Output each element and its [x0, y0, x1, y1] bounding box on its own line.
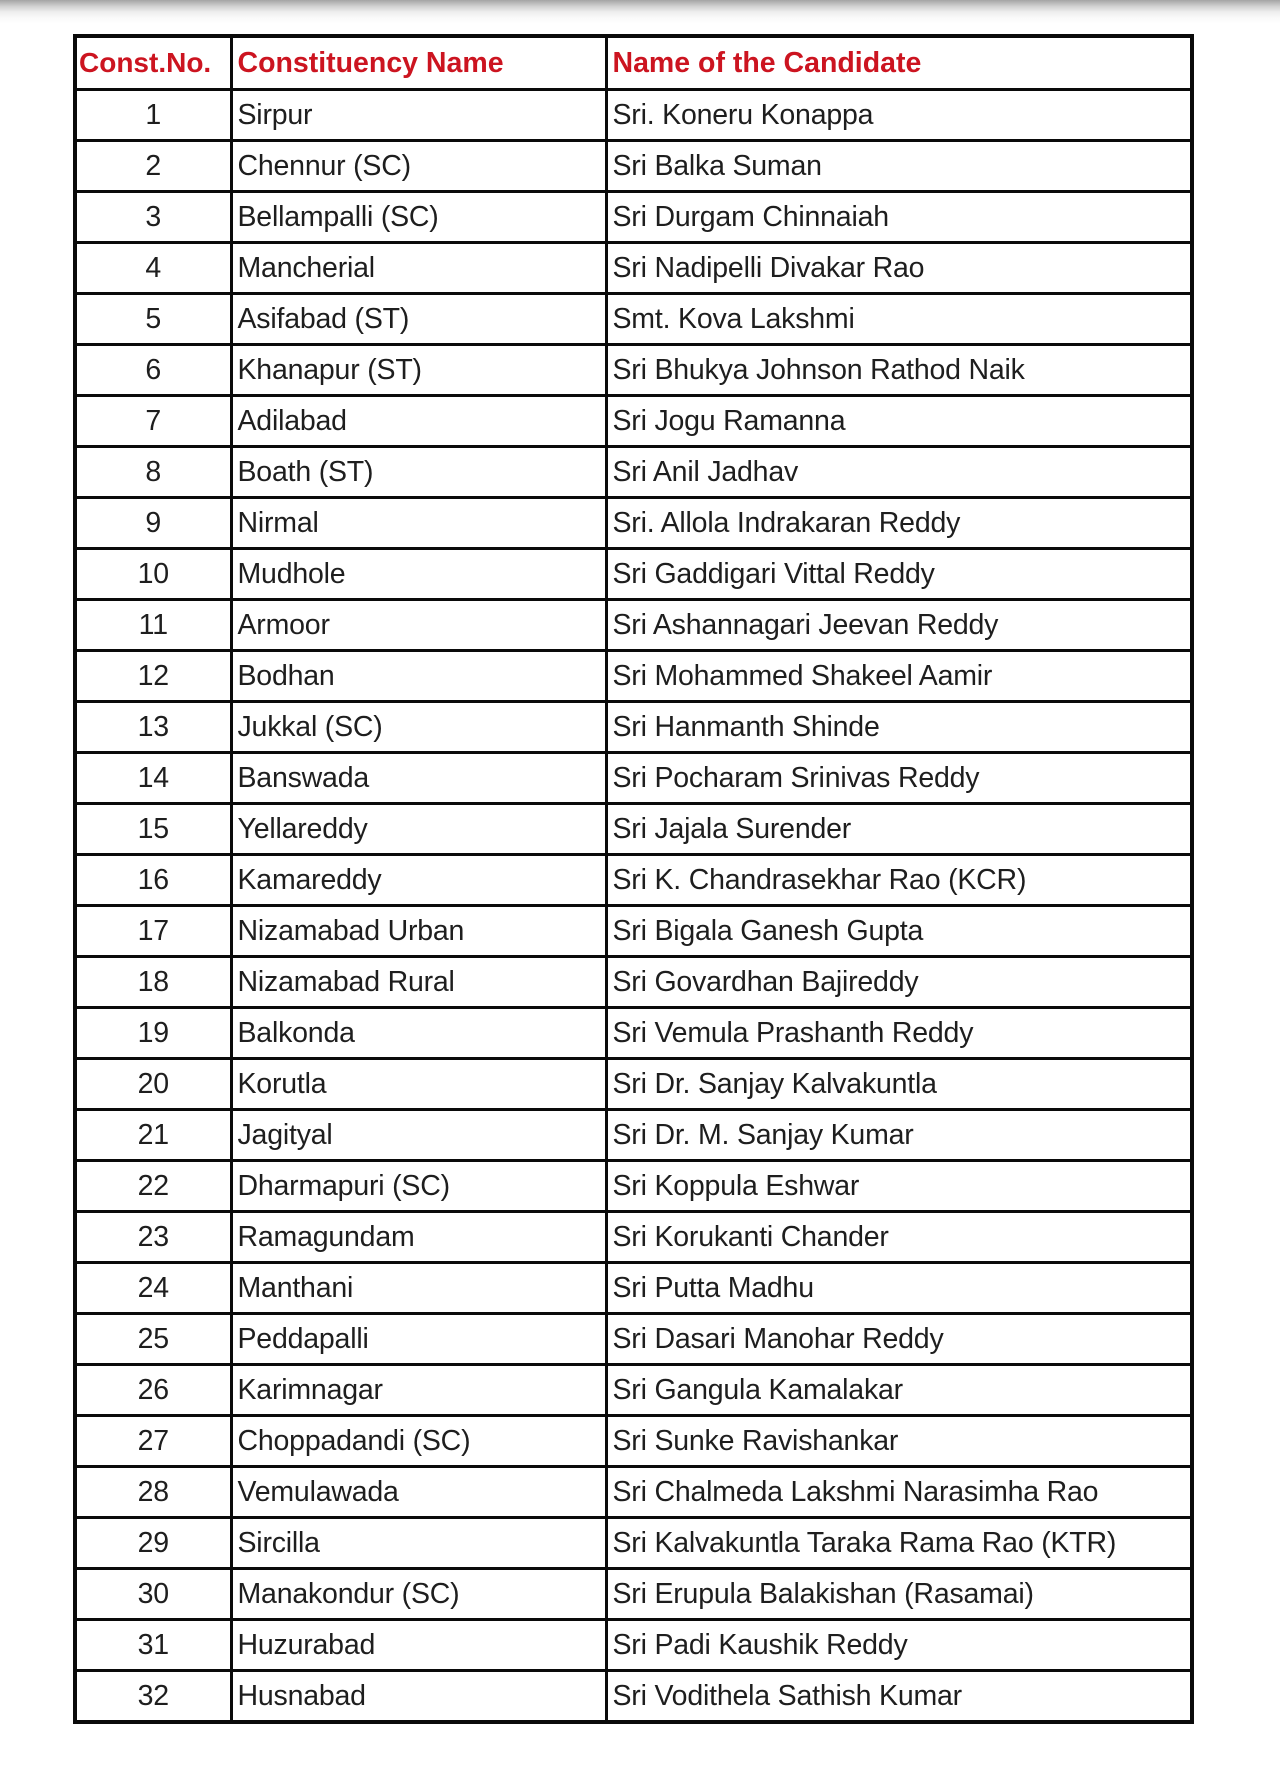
table-row: [75, 1263, 1192, 1314]
const-no-cell: 4: [75, 243, 231, 294]
table-row: [75, 1569, 1192, 1620]
candidate-cell: Sri Bigala Ganesh Gupta: [606, 906, 1192, 957]
const-no-cell: 32: [75, 1671, 231, 1723]
table-row: [75, 651, 1192, 702]
const-no-cell: 18: [75, 957, 231, 1008]
candidate-cell: Smt. Kova Lakshmi: [606, 294, 1192, 345]
const-no-cell: 22: [75, 1161, 231, 1212]
header-candidate-name: Name of the Candidate: [606, 36, 1192, 90]
table-row: [75, 1467, 1192, 1518]
table-row: [75, 1008, 1192, 1059]
const-no-cell: 3: [75, 192, 231, 243]
constituency-cell: Peddapalli: [231, 1314, 606, 1365]
table-row: [75, 1671, 1192, 1723]
const-no-cell: 23: [75, 1212, 231, 1263]
const-no-cell: 7: [75, 396, 231, 447]
table-row: [75, 1212, 1192, 1263]
const-no-cell: 10: [75, 549, 231, 600]
table-header-row: [75, 36, 1192, 90]
table-row: [75, 294, 1192, 345]
const-no-cell: 9: [75, 498, 231, 549]
const-no-cell: 8: [75, 447, 231, 498]
constituency-cell: Chennur (SC): [231, 141, 606, 192]
constituency-cell: Choppadandi (SC): [231, 1416, 606, 1467]
const-no-cell: 28: [75, 1467, 231, 1518]
candidate-cell: Sri Vemula Prashanth Reddy: [606, 1008, 1192, 1059]
constituency-cell: Nirmal: [231, 498, 606, 549]
constituency-cell: Sircilla: [231, 1518, 606, 1569]
candidate-cell: Sri Kalvakuntla Taraka Rama Rao (KTR): [606, 1518, 1192, 1569]
candidate-cell: Sri Jogu Ramanna: [606, 396, 1192, 447]
table-row: [75, 141, 1192, 192]
candidate-cell: Sri Nadipelli Divakar Rao: [606, 243, 1192, 294]
constituency-cell: Korutla: [231, 1059, 606, 1110]
header-const-no: Const.No.: [75, 36, 231, 90]
constituency-cell: Mudhole: [231, 549, 606, 600]
candidate-cell: Sri. Koneru Konappa: [606, 90, 1192, 141]
candidate-cell: Sri Dr. M. Sanjay Kumar: [606, 1110, 1192, 1161]
constituency-cell: Dharmapuri (SC): [231, 1161, 606, 1212]
table-row: [75, 549, 1192, 600]
candidate-cell: Sri Chalmeda Lakshmi Narasimha Rao: [606, 1467, 1192, 1518]
const-no-cell: 17: [75, 906, 231, 957]
const-no-cell: 12: [75, 651, 231, 702]
candidate-cell: Sri. Allola Indrakaran Reddy: [606, 498, 1192, 549]
candidate-cell: Sri Gangula Kamalakar: [606, 1365, 1192, 1416]
constituency-cell: Jagityal: [231, 1110, 606, 1161]
constituency-cell: Manakondur (SC): [231, 1569, 606, 1620]
table-body: [75, 90, 1192, 1723]
const-no-cell: 1: [75, 90, 231, 141]
const-no-cell: 31: [75, 1620, 231, 1671]
constituency-cell: Sirpur: [231, 90, 606, 141]
constituency-cell: Nizamabad Urban: [231, 906, 606, 957]
candidate-cell: Sri Vodithela Sathish Kumar: [606, 1671, 1192, 1723]
constituency-cell: Kamareddy: [231, 855, 606, 906]
candidate-cell: Sri Balka Suman: [606, 141, 1192, 192]
table-row: [75, 804, 1192, 855]
constituency-cell: Armoor: [231, 600, 606, 651]
constituency-cell: Khanapur (ST): [231, 345, 606, 396]
const-no-cell: 15: [75, 804, 231, 855]
candidate-cell: Sri Ashannagari Jeevan Reddy: [606, 600, 1192, 651]
table-row: [75, 600, 1192, 651]
candidate-cell: Sri Sunke Ravishankar: [606, 1416, 1192, 1467]
const-no-cell: 29: [75, 1518, 231, 1569]
table-row: [75, 702, 1192, 753]
candidate-cell: Sri Pocharam Srinivas Reddy: [606, 753, 1192, 804]
const-no-cell: 20: [75, 1059, 231, 1110]
table-row: [75, 1161, 1192, 1212]
table-row: [75, 855, 1192, 906]
const-no-cell: 30: [75, 1569, 231, 1620]
candidate-cell: Sri Hanmanth Shinde: [606, 702, 1192, 753]
table-row: [75, 906, 1192, 957]
constituency-cell: Karimnagar: [231, 1365, 606, 1416]
const-no-cell: 26: [75, 1365, 231, 1416]
table-row: [75, 1620, 1192, 1671]
table-row: [75, 753, 1192, 804]
table-row: [75, 243, 1192, 294]
constituency-cell: Ramagundam: [231, 1212, 606, 1263]
constituency-cell: Bellampalli (SC): [231, 192, 606, 243]
table-row: [75, 1518, 1192, 1569]
table-row: [75, 447, 1192, 498]
constituency-cell: Husnabad: [231, 1671, 606, 1723]
const-no-cell: 19: [75, 1008, 231, 1059]
candidate-cell: Sri Jajala Surender: [606, 804, 1192, 855]
constituency-cell: Balkonda: [231, 1008, 606, 1059]
candidate-cell: Sri Korukanti Chander: [606, 1212, 1192, 1263]
table-row: [75, 498, 1192, 549]
const-no-cell: 5: [75, 294, 231, 345]
candidate-list-table: [73, 34, 1194, 1724]
table-row: [75, 396, 1192, 447]
constituency-cell: Banswada: [231, 753, 606, 804]
table-row: [75, 1416, 1192, 1467]
constituency-cell: Asifabad (ST): [231, 294, 606, 345]
const-no-cell: 6: [75, 345, 231, 396]
candidate-cell: Sri Govardhan Bajireddy: [606, 957, 1192, 1008]
constituency-cell: Adilabad: [231, 396, 606, 447]
table-row: [75, 90, 1192, 141]
const-no-cell: 27: [75, 1416, 231, 1467]
constituency-cell: Jukkal (SC): [231, 702, 606, 753]
constituency-cell: Boath (ST): [231, 447, 606, 498]
candidate-cell: Sri Durgam Chinnaiah: [606, 192, 1192, 243]
table-row: [75, 1059, 1192, 1110]
candidate-cell: Sri K. Chandrasekhar Rao (KCR): [606, 855, 1192, 906]
candidate-cell: Sri Gaddigari Vittal Reddy: [606, 549, 1192, 600]
top-shadow-bar: [0, 0, 1280, 24]
constituency-cell: Nizamabad Rural: [231, 957, 606, 1008]
constituency-cell: Huzurabad: [231, 1620, 606, 1671]
constituency-cell: Mancherial: [231, 243, 606, 294]
table-row: [75, 957, 1192, 1008]
candidate-cell: Sri Anil Jadhav: [606, 447, 1192, 498]
const-no-cell: 13: [75, 702, 231, 753]
const-no-cell: 16: [75, 855, 231, 906]
candidate-cell: Sri Koppula Eshwar: [606, 1161, 1192, 1212]
const-no-cell: 11: [75, 600, 231, 651]
const-no-cell: 24: [75, 1263, 231, 1314]
candidate-cell: Sri Dr. Sanjay Kalvakuntla: [606, 1059, 1192, 1110]
candidate-cell: Sri Erupula Balakishan (Rasamai): [606, 1569, 1192, 1620]
const-no-cell: 14: [75, 753, 231, 804]
candidate-cell: Sri Putta Madhu: [606, 1263, 1192, 1314]
candidate-cell: Sri Mohammed Shakeel Aamir: [606, 651, 1192, 702]
const-no-cell: 25: [75, 1314, 231, 1365]
candidate-cell: Sri Bhukya Johnson Rathod Naik: [606, 345, 1192, 396]
const-no-cell: 21: [75, 1110, 231, 1161]
table-row: [75, 192, 1192, 243]
constituency-cell: Vemulawada: [231, 1467, 606, 1518]
table-row: [75, 345, 1192, 396]
table-row: [75, 1314, 1192, 1365]
table-row: [75, 1365, 1192, 1416]
constituency-cell: Bodhan: [231, 651, 606, 702]
header-constituency-name: Constituency Name: [231, 36, 606, 90]
candidate-cell: Sri Dasari Manohar Reddy: [606, 1314, 1192, 1365]
table-row: [75, 1110, 1192, 1161]
constituency-cell: Manthani: [231, 1263, 606, 1314]
candidate-cell: Sri Padi Kaushik Reddy: [606, 1620, 1192, 1671]
constituency-cell: Yellareddy: [231, 804, 606, 855]
const-no-cell: 2: [75, 141, 231, 192]
